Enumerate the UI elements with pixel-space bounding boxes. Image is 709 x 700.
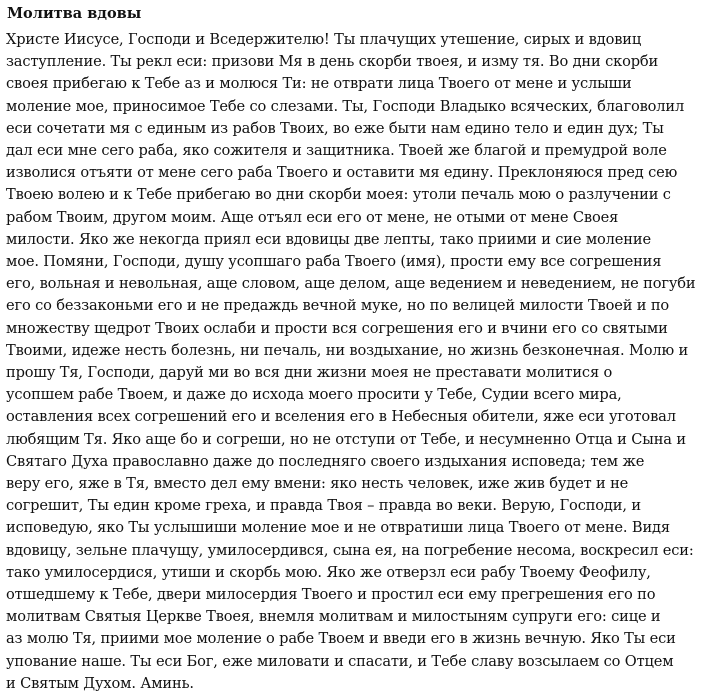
prayer-line: его, вольная и невольная, аще словом, аще делом, аще ведением и неведением, не погуби — [6, 275, 696, 293]
prayer-line: прошу Тя, Господи, даруй ми во вся дни жизни моея не преставати молитися о — [6, 364, 613, 382]
prayer-line: упование наше. Ты еси Бог, еже миловати и спасати, и Тебе славу возсылаем со Отцем — [6, 652, 674, 670]
prayer-text — [6, 29, 706, 695]
prayer-line: множеству щедрот Твоих ослаби и прости вся согрешения его и вчини его со святыми — [6, 319, 668, 337]
prayer-line: вдовицу, зельне плачущу, умилосердився, сына ея, на погребение несома, воскресил еси: — [6, 541, 694, 559]
prayer-line: исповедую, яко Ты услышиши моление мое и не отвратиши лица Твоего от мене. Видя — [6, 519, 670, 537]
prayer-line: тако умилосердися, утиши и скорбь мою. Яко же отверзл еси рабу Твоему Феофилу, — [6, 563, 651, 581]
prayer-line: Святаго Духа православно даже до последняго своего издыхания исповеда; тем же — [6, 452, 645, 470]
prayer-line: молитвам Святыя Церкве Твоея, внемля молитвам и милостыням супруги его: сице и — [6, 608, 661, 626]
prayer-line: мое. Помяни, Господи, душу усопшаго раба Твоего (имя), прости ему все согрешения — [6, 253, 662, 271]
document-page — [6, 4, 706, 695]
prayer-line: и Святым Духом. Аминь. — [6, 674, 194, 692]
prayer-line: милости. Яко же некогда приял еси вдовицы две лепты, тако приими и сие моление — [6, 230, 651, 248]
prayer-line: рабом Твоим, другом моим. Аще отъял еси его от мене, не отыми от мене Своея — [6, 208, 619, 226]
prayer-line: своея прибегаю к Тебе аз и молюся Ти: не отврати лица Твоего от мене и услыши — [6, 75, 632, 93]
prayer-line: еси сочетати мя с единым из рабов Твоих, во еже быти нам едино тело и един дух; Ты — [6, 119, 664, 137]
prayer-line: любящим Тя. Яко аще бо и согреши, но не отступи от Тебе, и несумненно Отца и Сына и — [6, 430, 686, 448]
prayer-line: аз молю Тя, приими мое моление о рабе Твоем и введи его в жизнь вечную. Яко Ты еси — [6, 630, 676, 648]
prayer-line: согрешит, Ты един кроме греха, и правда Твоя – правда во веки. Верую, Господи, и — [6, 497, 641, 515]
prayer-line: оставления всех согрешений его и вселения его в Небесныя обители, яже еси уготовал — [6, 408, 676, 426]
prayer-line: Твоими, идеже несть болезнь, ни печаль, ни воздыхание, но жизнь безконечная. Молю и — [6, 341, 689, 359]
document-title: Молитва вдовы — [7, 5, 142, 22]
prayer-line: его со беззаконьми его и не предаждь вечной муке, но по велицей милости Твоей и по — [6, 297, 670, 315]
prayer-line: изволися отъяти от мене сего раба Твоего и оставити мя едину. Преклоняюся пред сею — [6, 164, 678, 182]
prayer-line: отшедшему к Тебе, двери милосердия Твоего и простил еси ему прегрешения его по — [6, 586, 656, 604]
prayer-line: Христе Иисусе, Господи и Вседержителю! Ты плачущих утешение, сирых и вдовиц — [6, 31, 642, 48]
prayer-line: веру его, яже в Тя, вместо дел ему вмени: яко несть человек, иже жив будет и не — [6, 475, 629, 493]
prayer-line: Твоею волею и к Тебе прибегаю во дни скорби моея: утоли печаль мою о разлучении с — [6, 186, 671, 204]
prayer-line: дал еси мне сего раба, яко сожителя и защитника. Твоей же благой и премудрой воле — [6, 142, 667, 160]
prayer-line: усопшем рабе Твоем, и даже до исхода моего просити у Тебе, Судии всего мира, — [6, 386, 622, 404]
prayer-line: моление мое, приносимое Тебе со слезами. Ты, Господи Владыко всяческих, благоволил — [6, 97, 685, 115]
prayer-line: заступление. Ты рекл еси: призови Мя в день скорби твоея, и изму тя. Во дни скорби — [6, 53, 659, 71]
